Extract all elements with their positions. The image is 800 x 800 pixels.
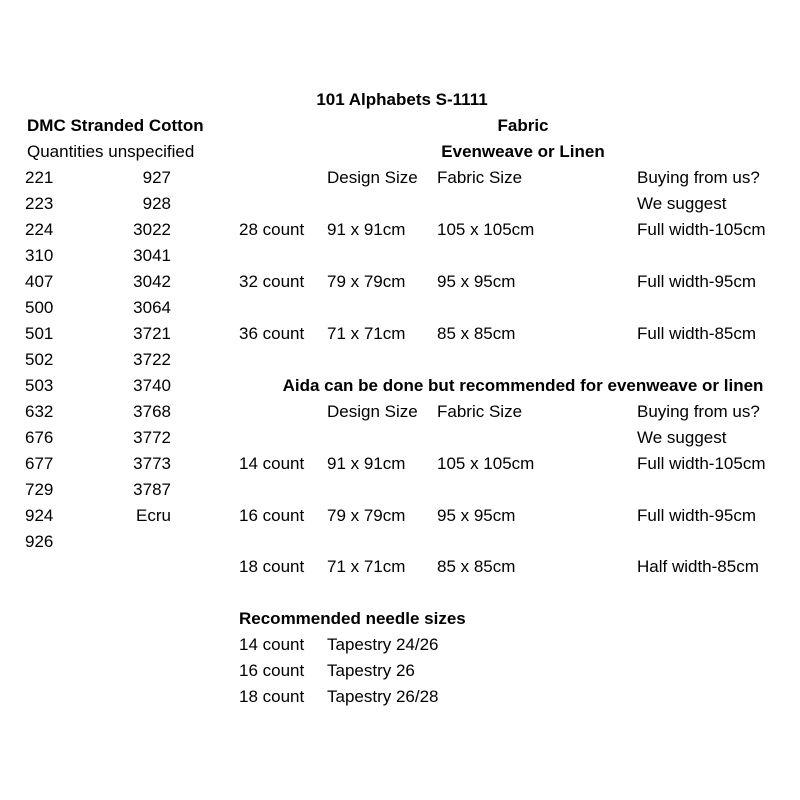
row-fabric-size: 95 x 95cm (437, 506, 516, 525)
needle-count: 14 count (239, 635, 305, 654)
row-design-size: 79 x 79cm (327, 506, 406, 525)
row-design-size: 71 x 71cm (327, 557, 406, 576)
row-count: 32 count (239, 272, 305, 291)
fabric-heading: Fabric (497, 116, 549, 135)
thread-number: 502 (25, 350, 54, 369)
thread-number: 632 (25, 402, 54, 421)
row-fabric-size: 105 x 105cm (437, 454, 535, 473)
evenweave-heading: Evenweave or Linen (441, 142, 605, 161)
thread-number: 3787 (133, 480, 171, 499)
threads-heading: DMC Stranded Cotton (27, 116, 204, 135)
thread-number: 3740 (133, 376, 171, 395)
thread-number: 3041 (133, 246, 171, 265)
needle-count: 16 count (239, 661, 305, 680)
thread-number: 503 (25, 376, 54, 395)
row-count: 16 count (239, 506, 305, 525)
aida-col-design: Design Size (327, 402, 418, 421)
thread-number: 501 (25, 324, 54, 343)
aida-col-fabric: Fabric Size (437, 402, 523, 421)
row-count: 18 count (239, 557, 305, 576)
thread-number: 677 (25, 454, 54, 473)
row-fabric-size: 95 x 95cm (437, 272, 516, 291)
row-fabric-size: 85 x 85cm (437, 557, 516, 576)
thread-number: 729 (25, 480, 54, 499)
evenweave-col-fabric: Fabric Size (437, 168, 523, 187)
thread-number: 223 (25, 194, 54, 213)
thread-number: 927 (142, 168, 171, 187)
row-suggestion: Full width-105cm (637, 220, 766, 239)
thread-number: 928 (142, 194, 171, 213)
aida-col-buy: Buying from us? (637, 402, 760, 421)
thread-number: 3768 (133, 402, 171, 421)
row-count: 14 count (239, 454, 305, 473)
row-count: 36 count (239, 324, 305, 343)
evenweave-col-buy: Buying from us? (637, 168, 760, 187)
thread-number: 3773 (133, 454, 171, 473)
thread-number: 3772 (133, 428, 171, 447)
row-design-size: 79 x 79cm (327, 272, 406, 291)
thread-number: 3721 (133, 324, 171, 343)
thread-number: 3042 (133, 272, 171, 291)
thread-number: 221 (25, 168, 54, 187)
thread-number: 3064 (133, 298, 171, 317)
thread-number: 676 (25, 428, 54, 447)
row-design-size: 91 x 91cm (327, 220, 406, 239)
row-design-size: 91 x 91cm (327, 454, 406, 473)
row-count: 28 count (239, 220, 305, 239)
thread-number: 924 (25, 506, 54, 525)
thread-number: 310 (25, 246, 54, 265)
thread-number: 407 (25, 272, 54, 291)
aida-col-suggest: We suggest (637, 428, 727, 447)
evenweave-col-design: Design Size (327, 168, 418, 187)
row-suggestion: Full width-95cm (637, 272, 757, 291)
needle-size: Tapestry 24/26 (327, 635, 439, 654)
needle-size: Tapestry 26 (327, 661, 415, 680)
page-title: 101 Alphabets S-1111 (316, 90, 488, 109)
evenweave-col-suggest: We suggest (637, 194, 727, 213)
thread-number: 500 (25, 298, 54, 317)
row-suggestion: Full width-105cm (637, 454, 766, 473)
row-suggestion: Full width-85cm (637, 324, 757, 343)
needle-count: 18 count (239, 687, 305, 706)
needle-size: Tapestry 26/28 (327, 687, 439, 706)
row-fabric-size: 85 x 85cm (437, 324, 516, 343)
thread-number: 3022 (133, 220, 171, 239)
thread-number: Ecru (136, 506, 171, 525)
row-suggestion: Half width-85cm (637, 557, 759, 576)
row-fabric-size: 105 x 105cm (437, 220, 535, 239)
row-suggestion: Full width-95cm (637, 506, 757, 525)
threads-note: Quantities unspecified (27, 142, 195, 161)
needles-heading: Recommended needle sizes (239, 609, 466, 628)
row-design-size: 71 x 71cm (327, 324, 406, 343)
thread-number: 3722 (133, 350, 171, 369)
aida-heading: Aida can be done but recommended for evenweave or linen (282, 376, 764, 395)
thread-number: 926 (25, 532, 54, 551)
thread-number: 224 (25, 220, 54, 239)
